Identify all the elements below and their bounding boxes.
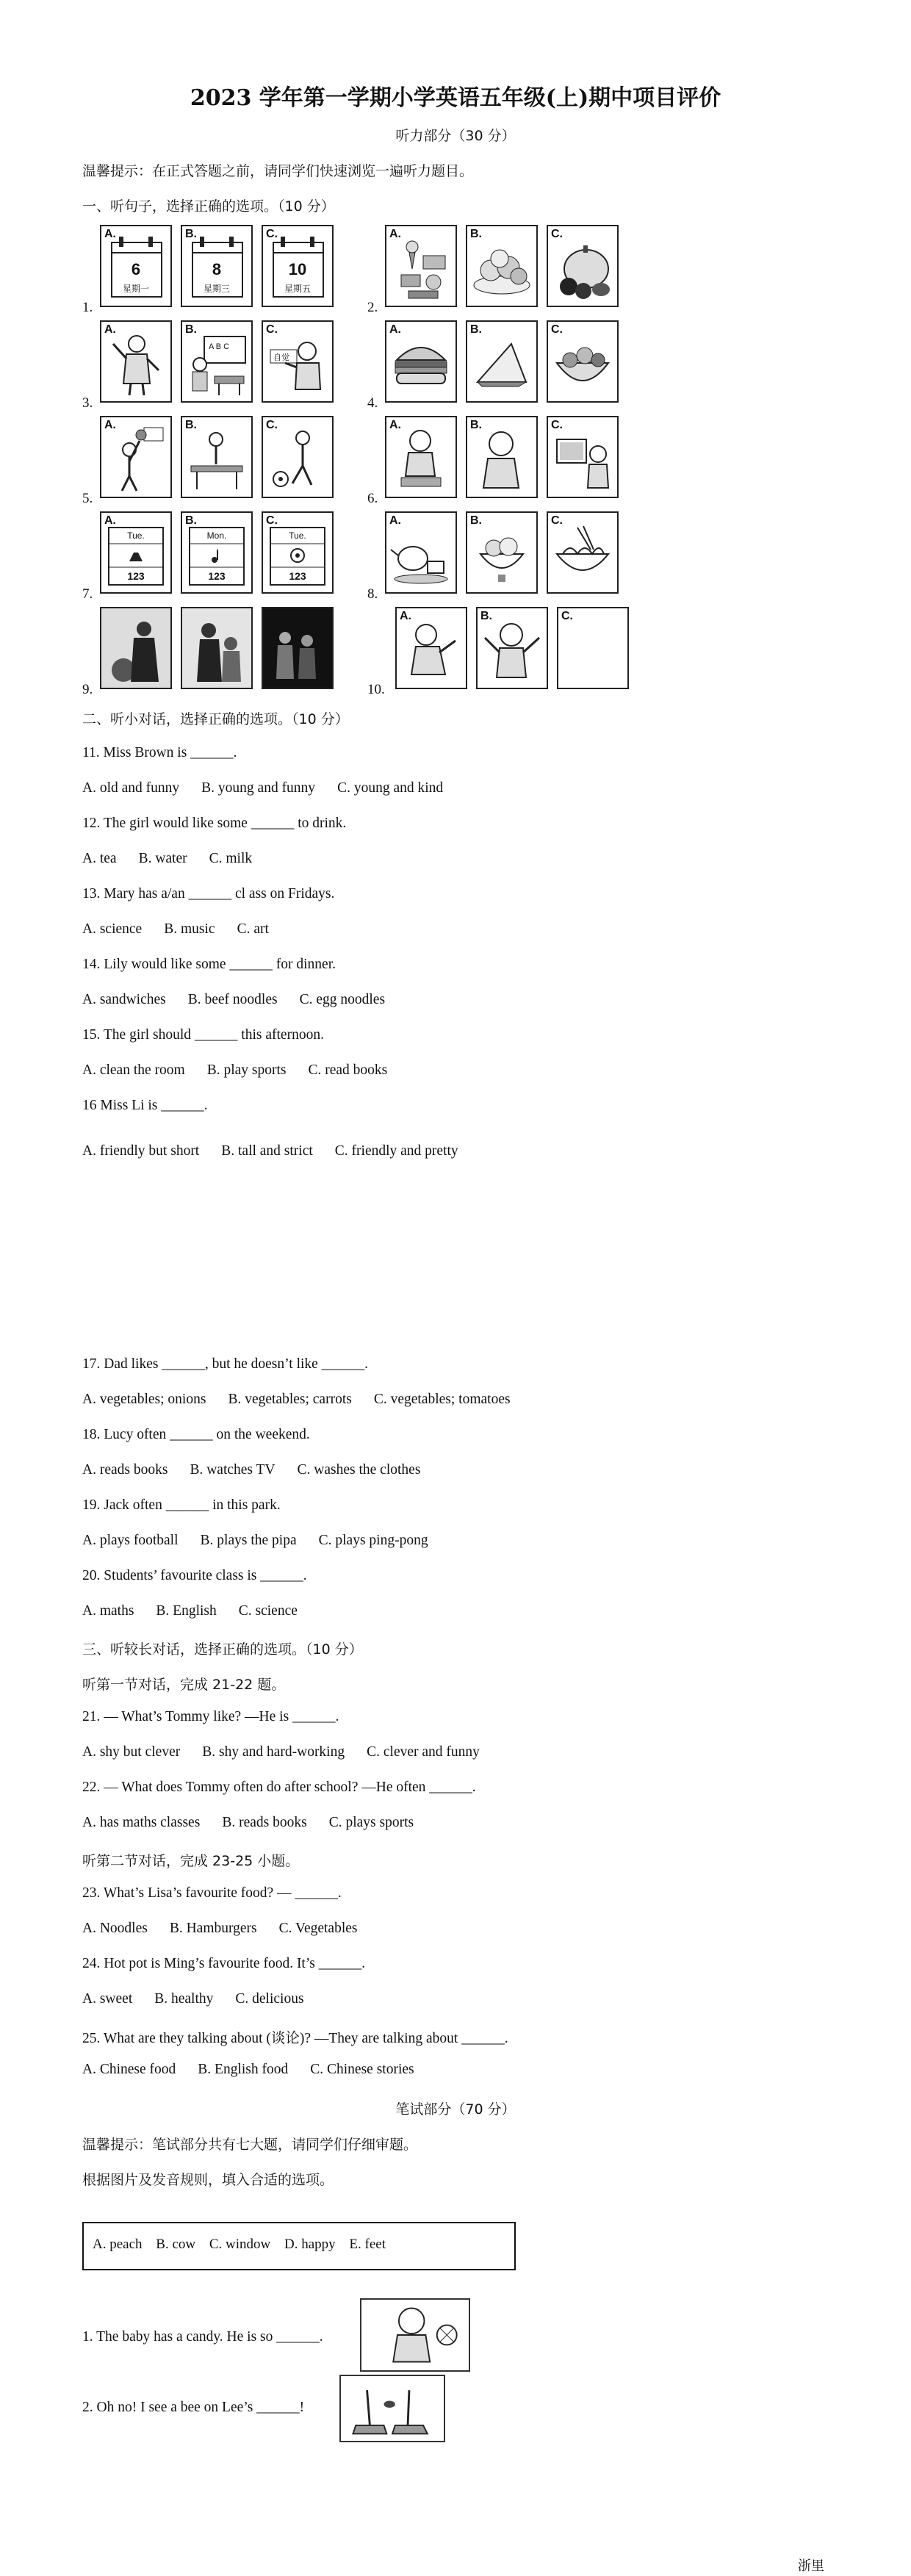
listening-tip: 温馨提示：在正式答题之前，请同学们快速浏览一遍听力题目。 [82,163,474,179]
question-24-options [82,1991,326,2007]
option-a[interactable]: A. sweet [82,1991,133,2007]
q1-option-b-calendar[interactable]: B. 8 星期三 [181,225,253,307]
option-c[interactable]: C. clever and funny [367,1744,480,1760]
question-20-options [82,1603,320,1619]
q10-option-b-boy-image[interactable]: B. [476,607,548,689]
q3-option-a-teacher-image[interactable]: A. [100,320,172,403]
q1-option-a-calendar[interactable]: A. 6 星期一 [100,225,172,307]
option-c[interactable]: C. plays ping-pong [318,1533,428,1548]
question-number: 10. [367,682,385,697]
part1-heading: 一、听句子，选择正确的选项。（10 分） [82,198,335,215]
option-a[interactable]: A. old and funny [82,780,180,796]
question-22: 22. — What does Tommy often do after school? —He often ______. [82,1780,476,1795]
question-19-options [82,1533,450,1549]
q8-option-c-noodles-image[interactable]: C. [547,511,619,594]
q5-option-a-basketball-image[interactable]: A. [100,416,172,498]
option-a[interactable]: A. science [82,921,143,937]
question-25-options [82,2062,436,2078]
word-bank-box [82,2222,516,2270]
option-a[interactable]: A. tea [82,851,117,866]
question-21: 21. — What’s Tommy like? —He is ______. [82,1709,339,1724]
option-c[interactable]: C. Vegetables [278,1921,358,1936]
option-b[interactable]: B. vegetables; carrots [228,1392,352,1407]
question-14-options [82,992,407,1008]
question-13: 13. Mary has a/an ______ cl ass on Fridays. [82,886,335,902]
part3-section1: 听第一节对话，完成 21-22 题。 [82,1677,286,1693]
word-option: B. cow [156,2237,196,2252]
q10-option-a-boy-image[interactable]: A. [395,607,467,689]
option-c[interactable]: C. milk [209,851,253,866]
option-c[interactable]: C. science [238,1603,298,1619]
question-number: 7. [82,586,93,602]
question-number: 3. [82,395,93,411]
q9-option-c-night-image[interactable] [262,607,334,689]
writing-question-2: 2. Oh no! I see a bee on Lee’s ______! [82,2400,305,2415]
option-b[interactable]: B. Hamburgers [169,1921,257,1936]
q6-option-c-tv-image[interactable]: C. [547,416,619,498]
question-16: 16 Miss Li is ______. [82,1098,208,1113]
question-number: 8. [367,586,378,602]
option-c[interactable]: C. young and kind [337,780,444,796]
option-c[interactable]: C. plays sports [328,1815,414,1830]
option-b[interactable]: B. shy and hard-working [202,1744,345,1760]
question-number: 4. [367,395,378,411]
option-a[interactable]: A. friendly but short [82,1143,200,1159]
option-c[interactable]: C. art [237,921,269,937]
q9-option-b-people-image[interactable] [181,607,253,689]
page-title: 2023 学年第一学期小学英语五年级(上)期中项目评价 [190,85,721,111]
question-23: 23. What’s Lisa’s favourite food? — ______. [82,1885,342,1901]
option-c[interactable]: C. delicious [235,1991,304,2007]
listening-title: 听力部分（30 分） [395,128,516,144]
option-c[interactable]: C. vegetables; tomatoes [373,1392,511,1407]
option-a[interactable]: A. has maths classes [82,1815,201,1830]
question-13-options [82,921,291,938]
option-c[interactable]: C. washes the clothes [297,1462,421,1478]
q4-option-c-salad-image[interactable]: C. [547,320,619,403]
question-15: 15. The girl should ______ this afternoon. [82,1027,324,1043]
question-19: 19. Jack often ______ in this park. [82,1497,281,1513]
question-number: 9. [82,682,93,697]
question-number: 5. [82,491,93,506]
question-number: 2. [367,300,378,315]
question-18: 18. Lucy often ______ on the weekend. [82,1427,310,1442]
option-a[interactable]: A. clean the room [82,1062,185,1078]
option-b[interactable]: B. healthy [154,1991,214,2007]
option-a[interactable]: A. Noodles [82,1921,148,1936]
word-option: C. window [209,2237,271,2252]
question-14: 14. Lily would like some ______ for dinner. [82,957,336,972]
q7-option-b-schedule-image[interactable]: B. Mon. 123 [181,511,253,594]
q5-option-b-ping-pong-image[interactable]: B. [181,416,253,498]
writing-instruction: 根据图片及发音规则，填入合适的选项。 [82,2172,334,2188]
q1-option-c-calendar[interactable]: C. 10 星期五 [262,225,334,307]
option-c[interactable]: C. Chinese stories [310,2062,414,2077]
word-option: E. feet [349,2237,386,2252]
option-a[interactable]: A. Chinese food [82,2062,176,2077]
question-21-options [82,1744,502,1760]
q4-option-b-sandwich-image[interactable]: B. [466,320,538,403]
q9-option-a-people-image[interactable] [100,607,172,689]
option-b[interactable]: B. plays the pipa [200,1533,297,1548]
option-b[interactable]: B. English [156,1603,217,1619]
q7-option-a-schedule-image[interactable]: A. Tue. 123 [100,511,172,594]
part2-heading: 二、听小对话，选择正确的选项。（10 分） [82,711,349,727]
q2-option-c-vegetables-image[interactable]: C. [547,225,619,307]
question-20: 20. Students’ favourite class is ______. [82,1568,307,1583]
option-a[interactable]: A. plays football [82,1533,179,1548]
option-b[interactable]: B. reads books [222,1815,307,1830]
question-16-options [82,1143,480,1159]
question-11: 11. Miss Brown is ______. [82,745,237,760]
q6-option-a-girl-drawing-image[interactable]: A. [385,416,457,498]
question-17-options [82,1392,533,1408]
q2-option-a-desserts-image[interactable]: A. [385,225,457,307]
option-a[interactable]: A. maths [82,1603,134,1619]
q4-option-a-hamburger-image[interactable]: A. [385,320,457,403]
q8-option-b-ice-cream-image[interactable]: B. [466,511,538,594]
option-b[interactable]: B. beef noodles [187,992,278,1007]
option-b[interactable]: B. English food [198,2062,289,2077]
question-18-options [82,1462,442,1478]
question-number: 6. [367,491,378,506]
option-a[interactable]: A. reads books [82,1462,168,1478]
question-12: 12. The girl would like some ______ to drink. [82,816,347,831]
option-c[interactable]: C. read books [308,1062,388,1078]
question-15-options [82,1062,409,1079]
q5-option-c-football-image[interactable]: C. [262,416,334,498]
question-24: 24. Hot pot is Ming’s favourite food. It’s ______. [82,1956,366,1971]
option-a[interactable]: A. shy but clever [82,1744,181,1760]
option-c[interactable]: C. egg noodles [299,992,386,1007]
part3-section2: 听第二节对话，完成 23-25 小题。 [82,1853,300,1869]
option-b[interactable]: B. watches TV [190,1462,276,1478]
q6-option-b-girl-image[interactable]: B. [466,416,538,498]
option-b[interactable]: B. tall and strict [221,1143,313,1159]
question-number: 1. [82,300,93,315]
option-a[interactable]: A. vegetables; onions [82,1392,206,1407]
part3-heading: 三、听较长对话，选择正确的选项。（10 分） [82,1641,363,1658]
question-22-options [82,1815,436,1831]
option-a[interactable]: A. sandwiches [82,992,166,1007]
writing-question-1: 1. The baby has a candy. He is so ______. [82,2329,323,2345]
option-b[interactable]: B. music [164,921,215,937]
question-12-options [82,851,274,867]
word-option: A. peach [93,2237,143,2252]
question-23-options [82,1921,380,1937]
option-b[interactable]: B. young and funny [201,780,316,796]
question-11-options [82,780,465,796]
q3-option-b-blackboard-image[interactable]: B. A B C [181,320,253,403]
writing-title: 笔试部分（70 分） [395,2101,516,2118]
bee-on-feet-image [339,2375,445,2442]
option-b[interactable]: B. water [138,851,187,866]
q3-option-c-student-image[interactable]: C. 自觉 [262,320,334,403]
word-option: D. happy [284,2237,336,2252]
question-17: 17. Dad likes ______, but he doesn’t like ______. [82,1356,369,1372]
q7-option-c-schedule-image[interactable]: C. Tue. 123 [262,511,334,594]
writing-tip: 温馨提示：笔试部分共有七大题，请同学们仔细审题。 [82,2137,418,2153]
baby-candy-image [360,2298,470,2372]
q10-option-c-blank-image[interactable]: C. [557,607,629,689]
option-c[interactable]: C. friendly and pretty [334,1143,458,1159]
footer-corner-text: 浙里 [798,2558,824,2574]
question-25: 25. What are they talking about (谈论)? —They are talking about ______. [82,2031,508,2046]
q8-option-a-tea-image[interactable]: A. [385,511,457,594]
q2-option-b-fruit-image[interactable]: B. [466,225,538,307]
option-b[interactable]: B. play sports [206,1062,287,1078]
